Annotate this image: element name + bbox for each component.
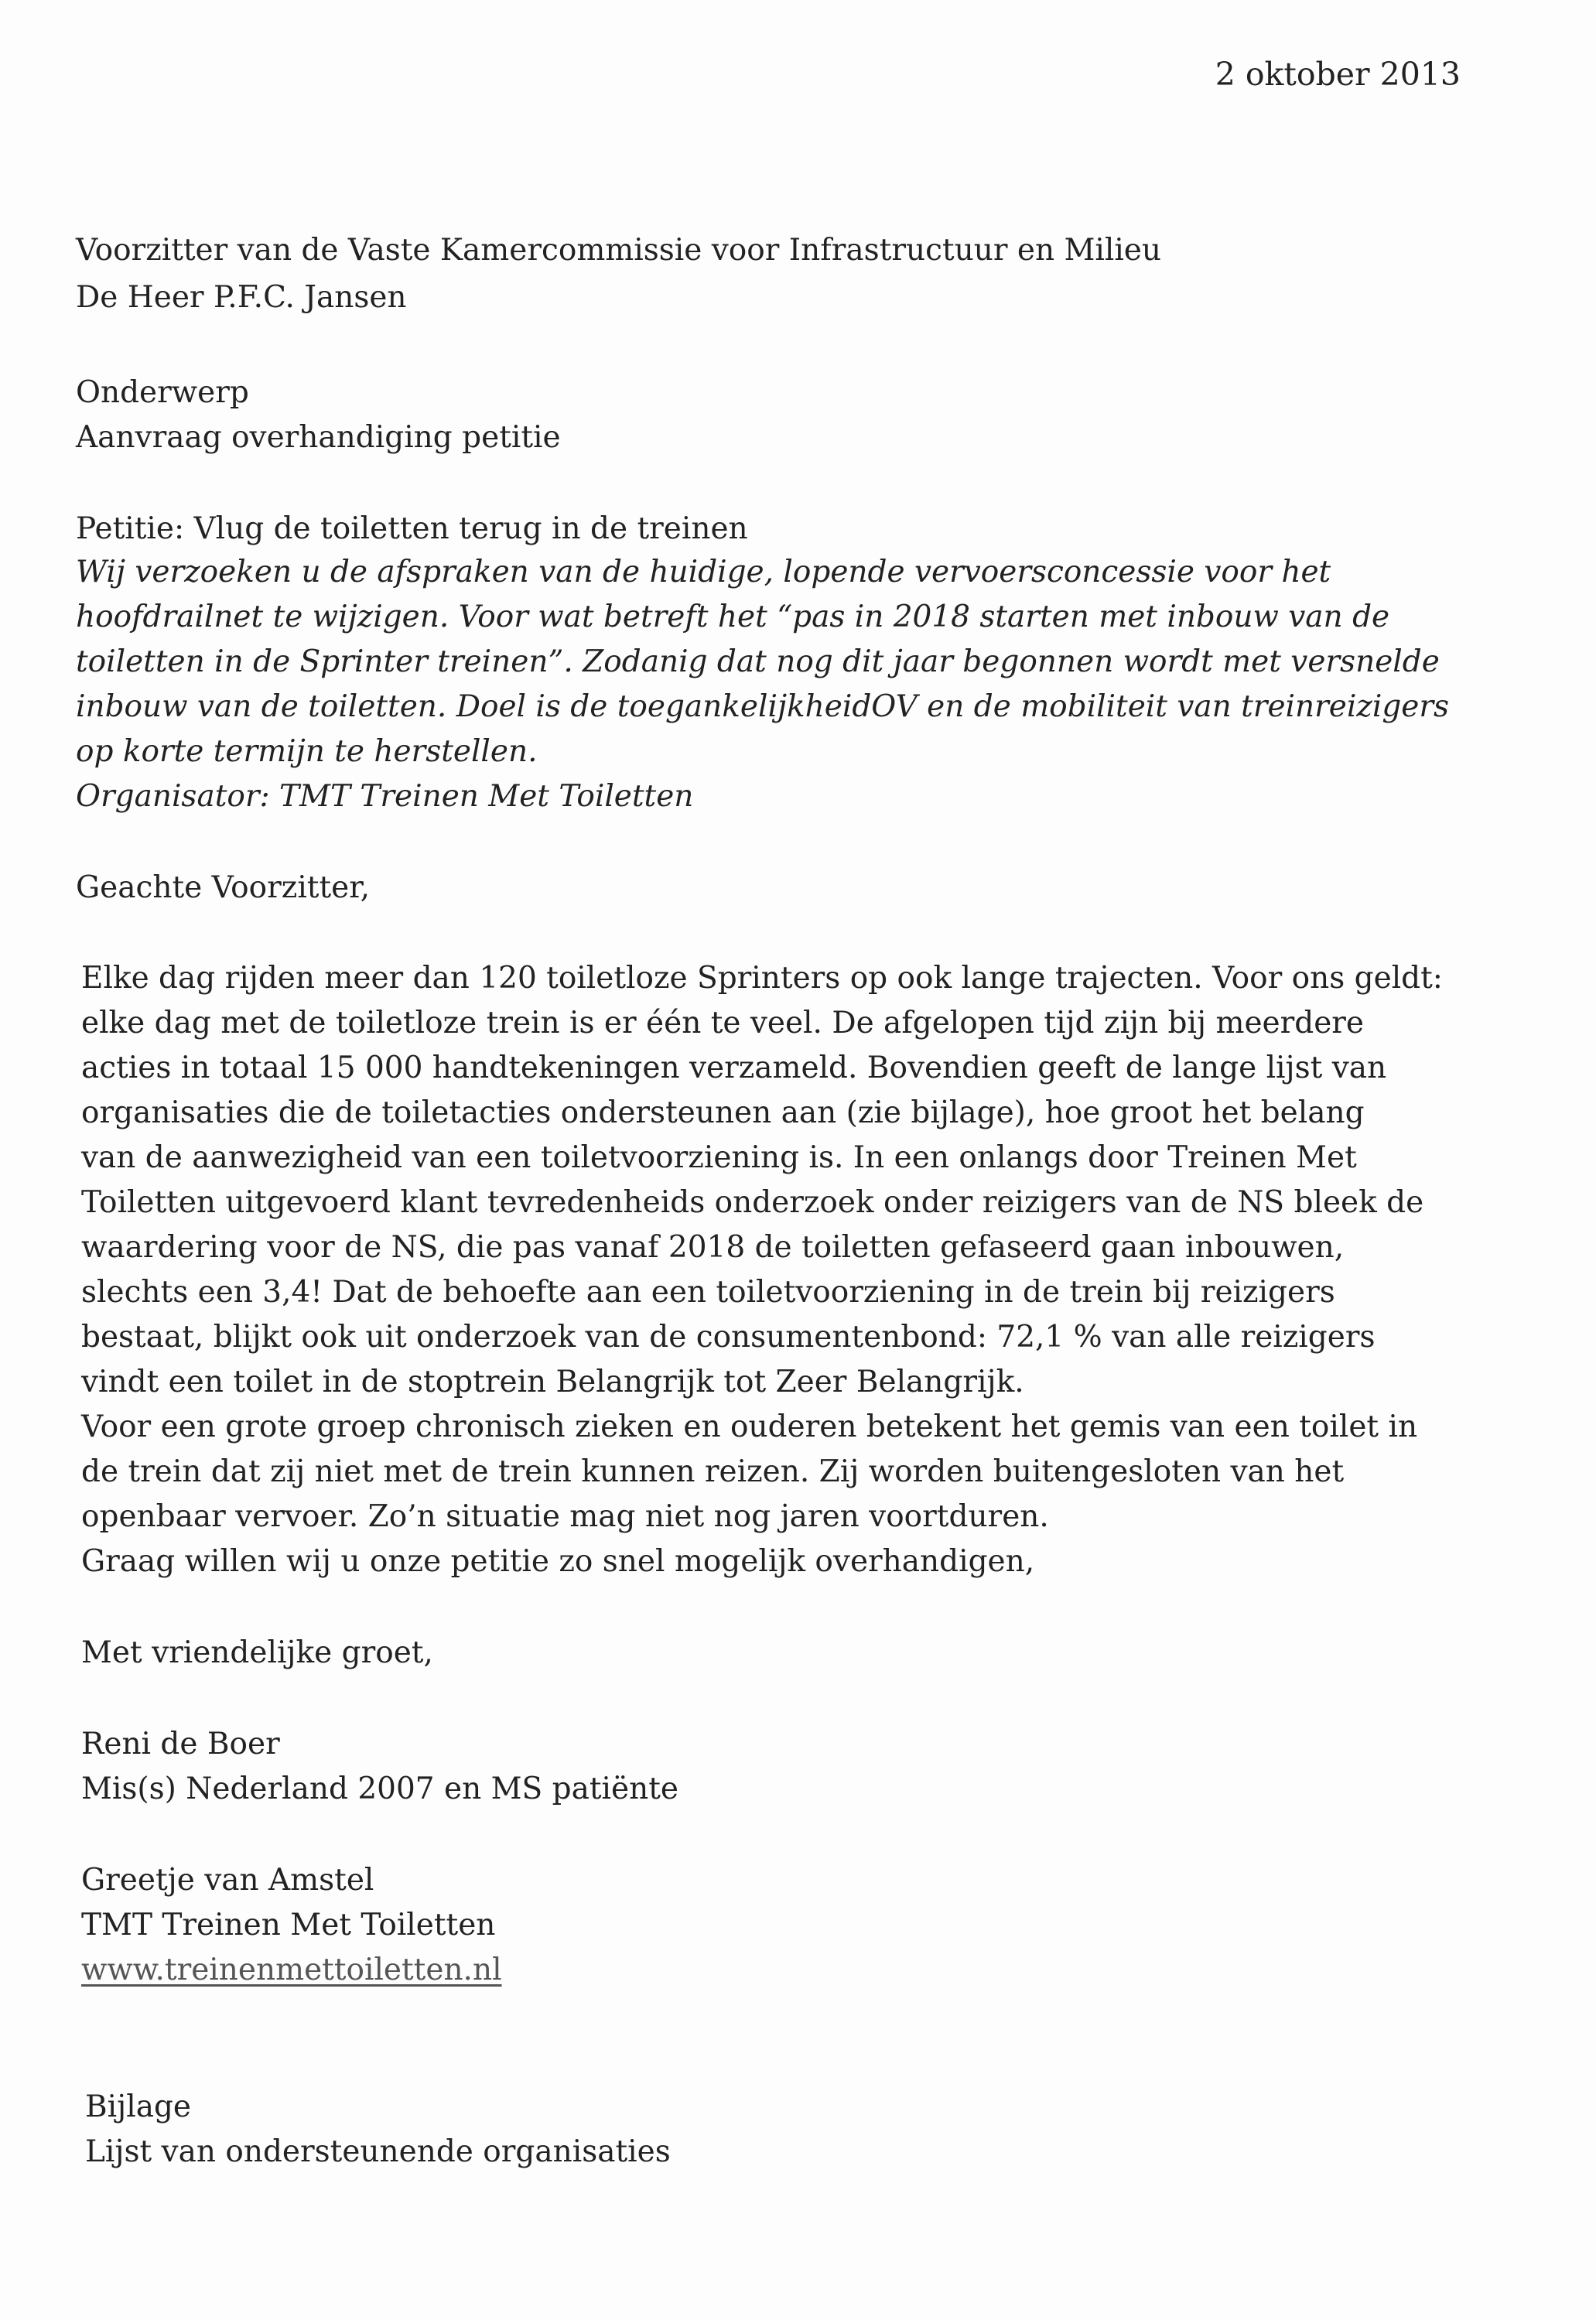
closing: Met vriendelijke groet, (81, 1635, 433, 1670)
body-line: Graag willen wij u onze petitie zo snel mogelijk overhandigen, (81, 1544, 1035, 1579)
signer1-title: Mis(s) Nederland 2007 en MS patiënte (81, 1772, 678, 1806)
body-line: organisaties die de toiletacties ondersteunen aan (zie bijlage), hoe groot het belang (81, 1095, 1365, 1130)
signer2-org: TMT Treinen Met Toiletten (81, 1908, 496, 1942)
body-line: Voor een grote groep chronisch zieken en ouderen betekent het gemis van een toilet in (81, 1409, 1418, 1444)
letter-date: 2 oktober 2013 (1215, 56, 1461, 93)
body-line: van de aanwezigheid van een toiletvoorziening is. In een onlangs door Treinen Met (81, 1140, 1357, 1175)
subject-label: Onderwerp (76, 375, 249, 410)
website-link[interactable]: www.treinenmettoiletten.nl (81, 1953, 502, 1987)
body-line: elke dag met de toiletloze trein is er één te veel. De afgelopen tijd zijn bij meerdere (81, 1006, 1365, 1040)
body-line: openbaar vervoer. Zo’n situatie mag niet nog jaren voortduren. (81, 1499, 1049, 1534)
attachment-text: Lijst van ondersteunende organisaties (85, 2134, 671, 2169)
salutation: Geachte Voorzitter, (76, 870, 370, 905)
petition-title: Petitie: Vlug de toiletten terug in de treinen (76, 511, 748, 546)
attachment-label: Bijlage (85, 2089, 191, 2124)
body-line: bestaat, blijkt ook uit onderzoek van de consumentenbond: 72,1 % van alle reizigers (81, 1320, 1376, 1355)
body-line: waardering voor de NS, die pas vanaf 2018 de toiletten gefaseerd gaan inbouwen, (81, 1230, 1345, 1265)
addressee-line-2: De Heer P.F.C. Jansen (76, 280, 407, 315)
signer2-name: Greetje van Amstel (81, 1863, 374, 1898)
petition-line: Wij verzoeken u de afspraken van de huidige, lopende vervoersconcessie voor het (76, 555, 1331, 589)
body-line: Elke dag rijden meer dan 120 toiletloze Sprinters op ook lange trajecten. Voor ons geldt: (81, 961, 1443, 996)
petition-line: toiletten in de Sprinter treinen”. Zodanig dat nog dit jaar begonnen wordt met versnelde (76, 644, 1440, 679)
signer1-name: Reni de Boer (81, 1727, 280, 1761)
subject-text: Aanvraag overhandiging petitie (76, 420, 561, 455)
petition-organizer: Organisator: TMT Treinen Met Toiletten (76, 779, 694, 814)
body-line: de trein dat zij niet met de trein kunnen reizen. Zij worden buitengesloten van het (81, 1454, 1345, 1489)
petition-line: hoofdrailnet te wijzigen. Voor wat betreft het “pas in 2018 starten met inbouw van de (76, 600, 1390, 634)
addressee-line-1: Voorzitter van de Vaste Kamercommissie voor Infrastructuur en Milieu (76, 233, 1162, 268)
body-line: vindt een toilet in de stoptrein Belangrijk tot Zeer Belangrijk. (81, 1365, 1024, 1399)
petition-line: inbouw van de toiletten. Doel is de toegankelijkheidOV en de mobiliteit van treinreizigers (76, 689, 1450, 724)
petition-line: op korte termijn te herstellen. (76, 734, 538, 769)
body-line: acties in totaal 15 000 handtekeningen verzameld. Bovendien geeft de lange lijst van (81, 1051, 1387, 1085)
body-line: Toiletten uitgevoerd klant tevredenheids onderzoek onder reizigers van de NS bleek de (81, 1185, 1424, 1220)
body-line: slechts een 3,4! Dat de behoefte aan een toiletvoorziening in de trein bij reizigers (81, 1275, 1335, 1310)
